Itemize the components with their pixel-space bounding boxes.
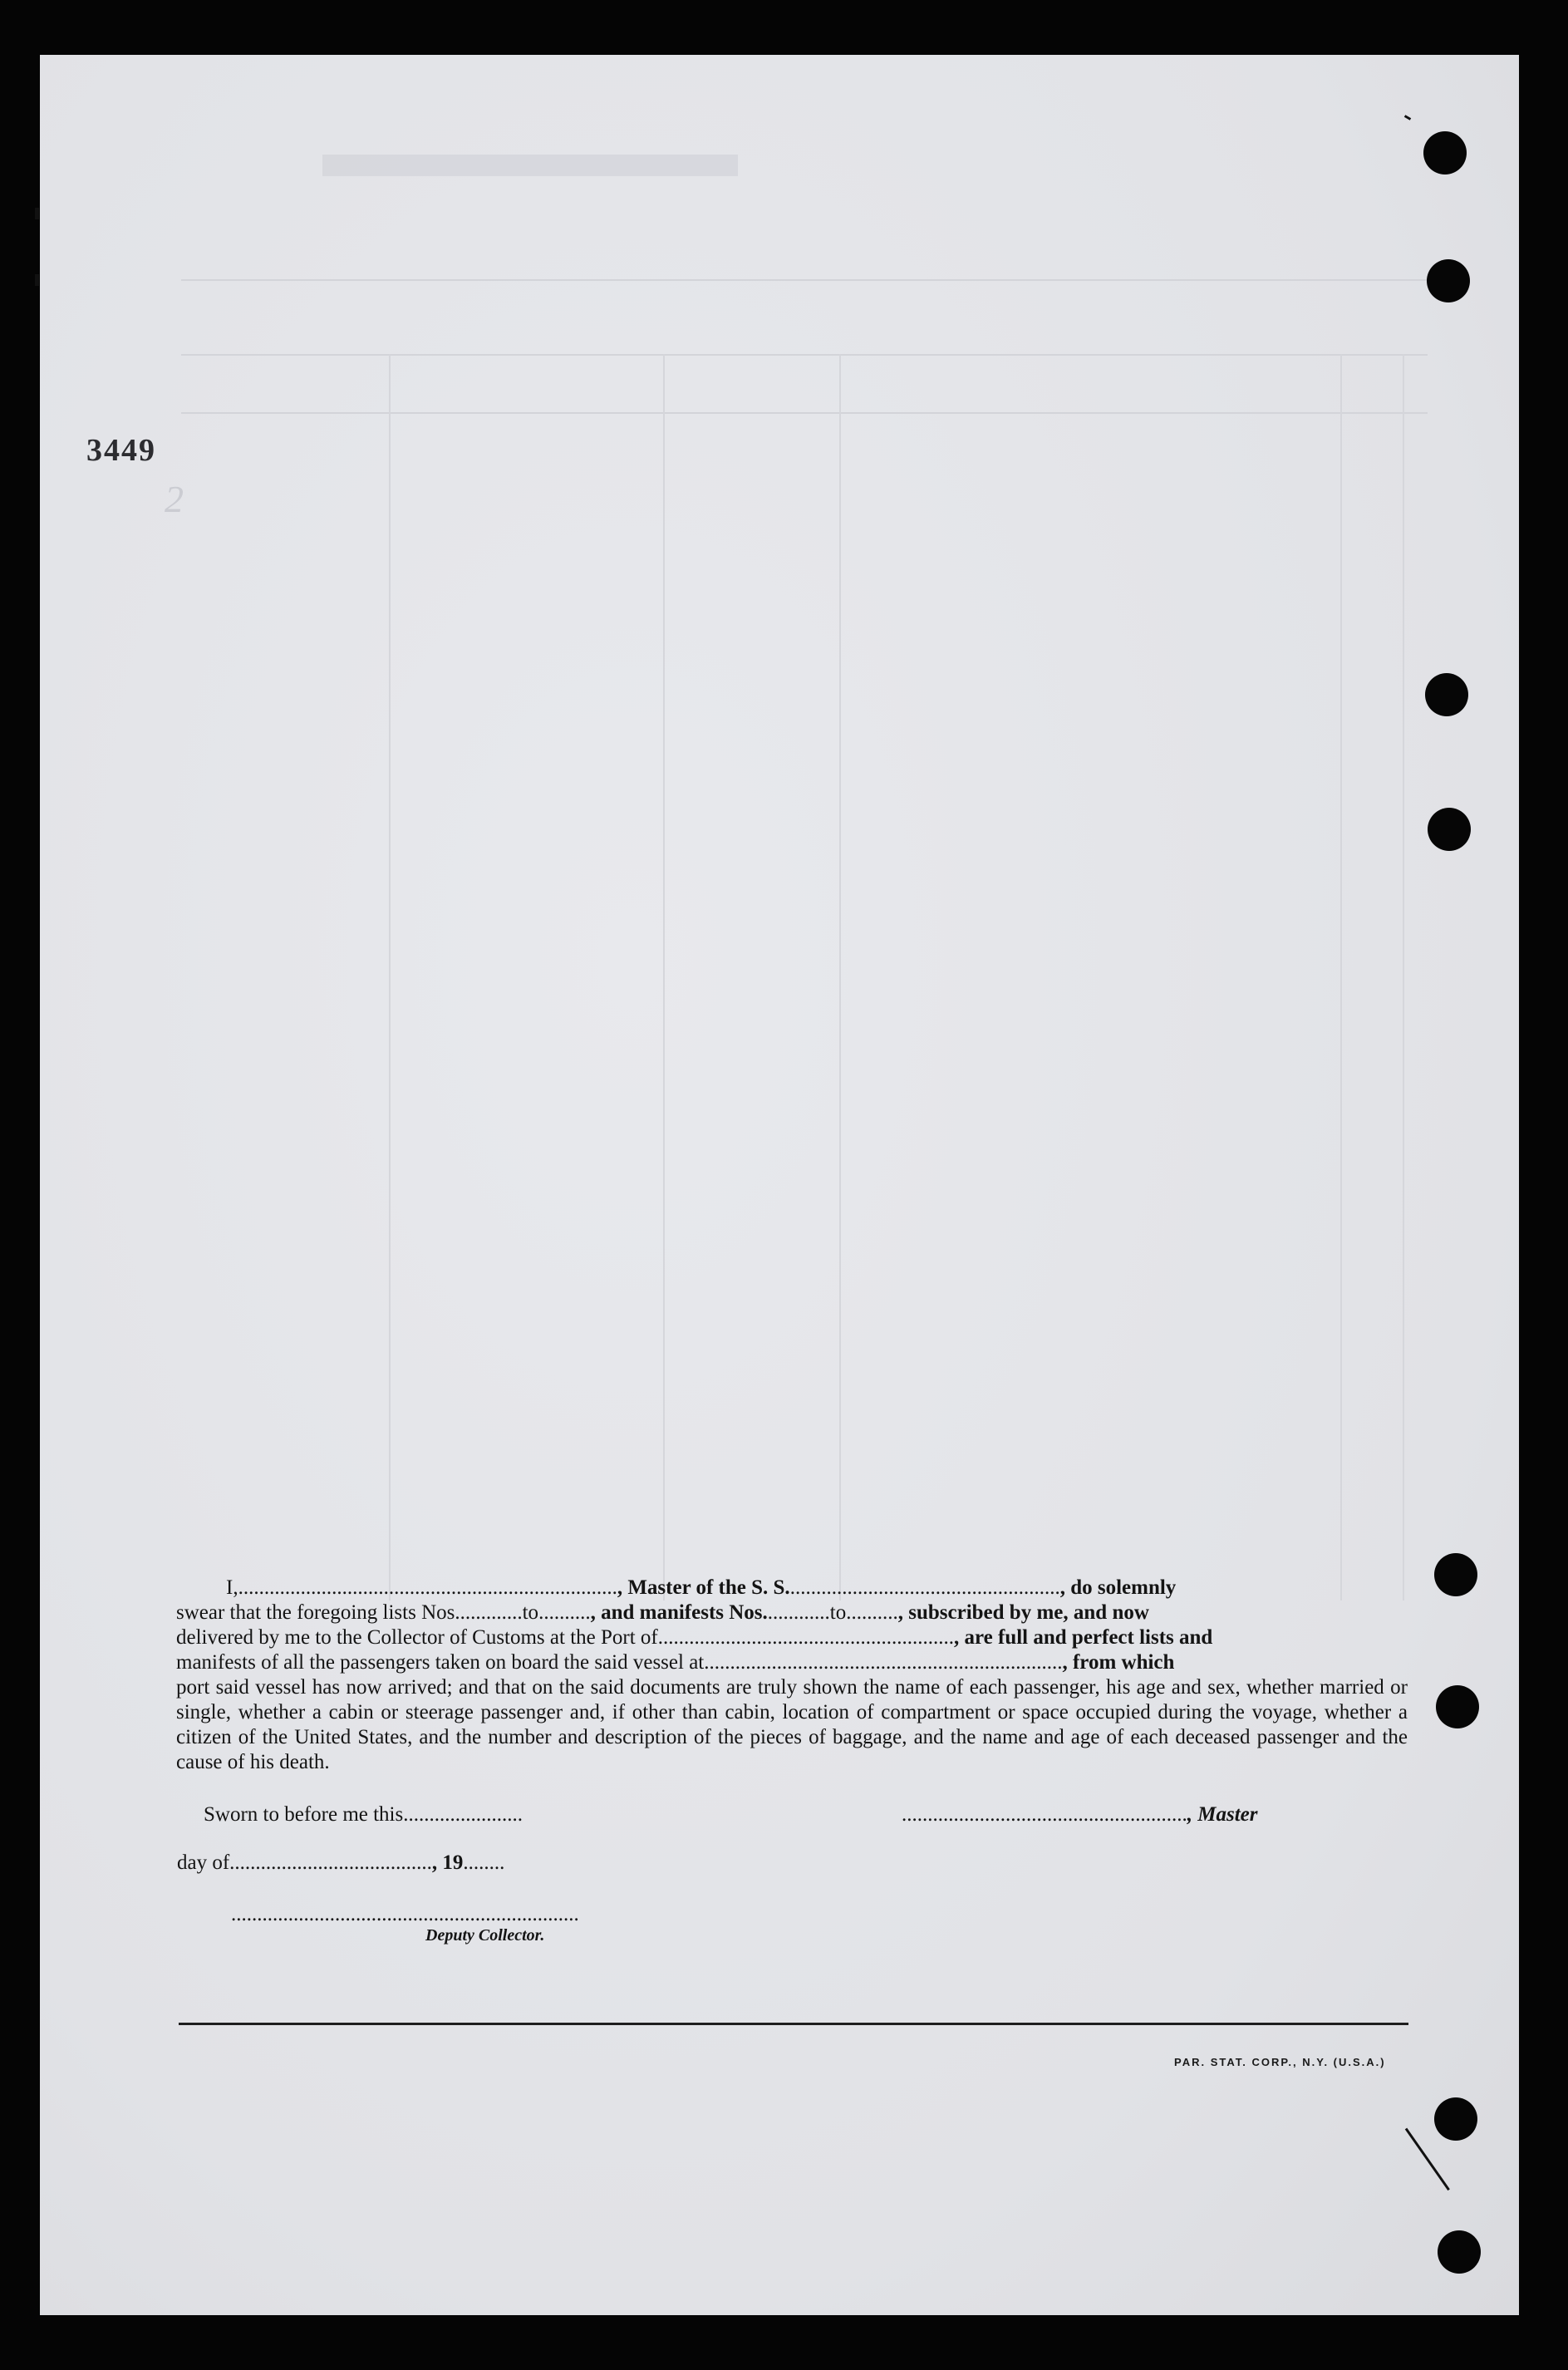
bleed-through-number: 2 [165, 478, 184, 520]
punch-hole [1436, 1685, 1479, 1728]
port-blank: ......................................................... [657, 1626, 954, 1649]
manifests-from-blank: ............ [767, 1601, 830, 1624]
month-blank: ....................................... [229, 1851, 432, 1874]
punch-hole [1434, 1553, 1477, 1596]
bleed-through-column [389, 354, 391, 1600]
bleed-through-rule [181, 279, 1428, 281]
sworn-line [204, 1803, 523, 1827]
stamped-number: 3449 [86, 433, 156, 468]
oath-text: , are full and perfect lists and [954, 1626, 1213, 1649]
manifests-to-blank: .......... [846, 1601, 898, 1624]
punch-hole [1427, 259, 1470, 302]
deputy-signature-blank [231, 1903, 579, 1926]
sworn-date-blank: ....................... [403, 1803, 523, 1826]
edge-mark [35, 274, 39, 286]
lists-from-blank: ............ [460, 1601, 523, 1624]
oath-text: , Master of the S. S. [617, 1576, 790, 1599]
day-of-label: day of [177, 1851, 230, 1874]
master-name-blank: ......................................................................... [238, 1576, 617, 1599]
oath-text: , from which [1062, 1651, 1175, 1674]
deputy-collector-label: Deputy Collector. [425, 1926, 545, 1945]
bleed-through-column [663, 354, 665, 1600]
year-blank: ........ [463, 1851, 505, 1874]
bleed-through-rule [181, 412, 1428, 414]
master-signature-line [902, 1803, 1257, 1827]
punch-hole [1434, 2097, 1477, 2141]
oath-text: delivered by me to the Collector of Customs at the Port of [176, 1626, 658, 1649]
oath-text: to [522, 1601, 539, 1624]
sworn-label: Sworn to before me this [204, 1803, 404, 1826]
bleed-through-rule [181, 354, 1428, 356]
punch-hole [1425, 673, 1468, 716]
manifest-page [40, 55, 1519, 2315]
lists-to-blank: .......... [538, 1601, 591, 1624]
deputy-dots: ................................................................... [231, 1903, 579, 1925]
punch-hole [1438, 2230, 1481, 2274]
edge-mark [35, 208, 39, 219]
master-signature-blank: ....................................................... [902, 1803, 1187, 1826]
bleed-through-column [839, 354, 841, 1600]
oath-body: port said vessel has now arrived; and that on the said documents are truly shown the name of each passenger, his age and sex, whether married or single, whether a cabin or steerage passenger and, if other than cabin, location of compartment or space occupied during the voyage, whether a citizen of the United States, and the number and description of the pieces of baggage, and the name and age of each deceased passenger and the cause of his death. [176, 1676, 1408, 1773]
master-oath [176, 1576, 1408, 1775]
bleed-through-column [1403, 354, 1404, 1600]
embark-port-blank: ..................................................................... [704, 1651, 1063, 1674]
oath-text: manifests of all the passengers taken on board the said vessel at [176, 1651, 705, 1674]
punch-hole [1423, 131, 1467, 175]
oath-text: , do solemnly [1059, 1576, 1177, 1599]
punch-hole [1428, 808, 1471, 851]
vessel-name-blank: .................................................... [789, 1576, 1060, 1599]
oath-text: , and manifests Nos. [590, 1601, 768, 1624]
day-of-line [177, 1851, 504, 1875]
bleed-through-column [1340, 354, 1342, 1600]
oath-text: , subscribed by me, and now [897, 1601, 1149, 1624]
printer-imprint: PAR. STAT. CORP., N.Y. (U.S.A.) [1174, 2056, 1386, 2068]
bleed-through-header [322, 155, 738, 176]
oath-text: to [829, 1601, 847, 1624]
footer-rule [179, 2023, 1408, 2025]
oath-text: swear that the foregoing lists Nos. [176, 1601, 460, 1624]
master-label: , Master [1187, 1803, 1258, 1826]
year-prefix: , 19 [431, 1851, 464, 1874]
oath-text: I, [226, 1576, 238, 1599]
